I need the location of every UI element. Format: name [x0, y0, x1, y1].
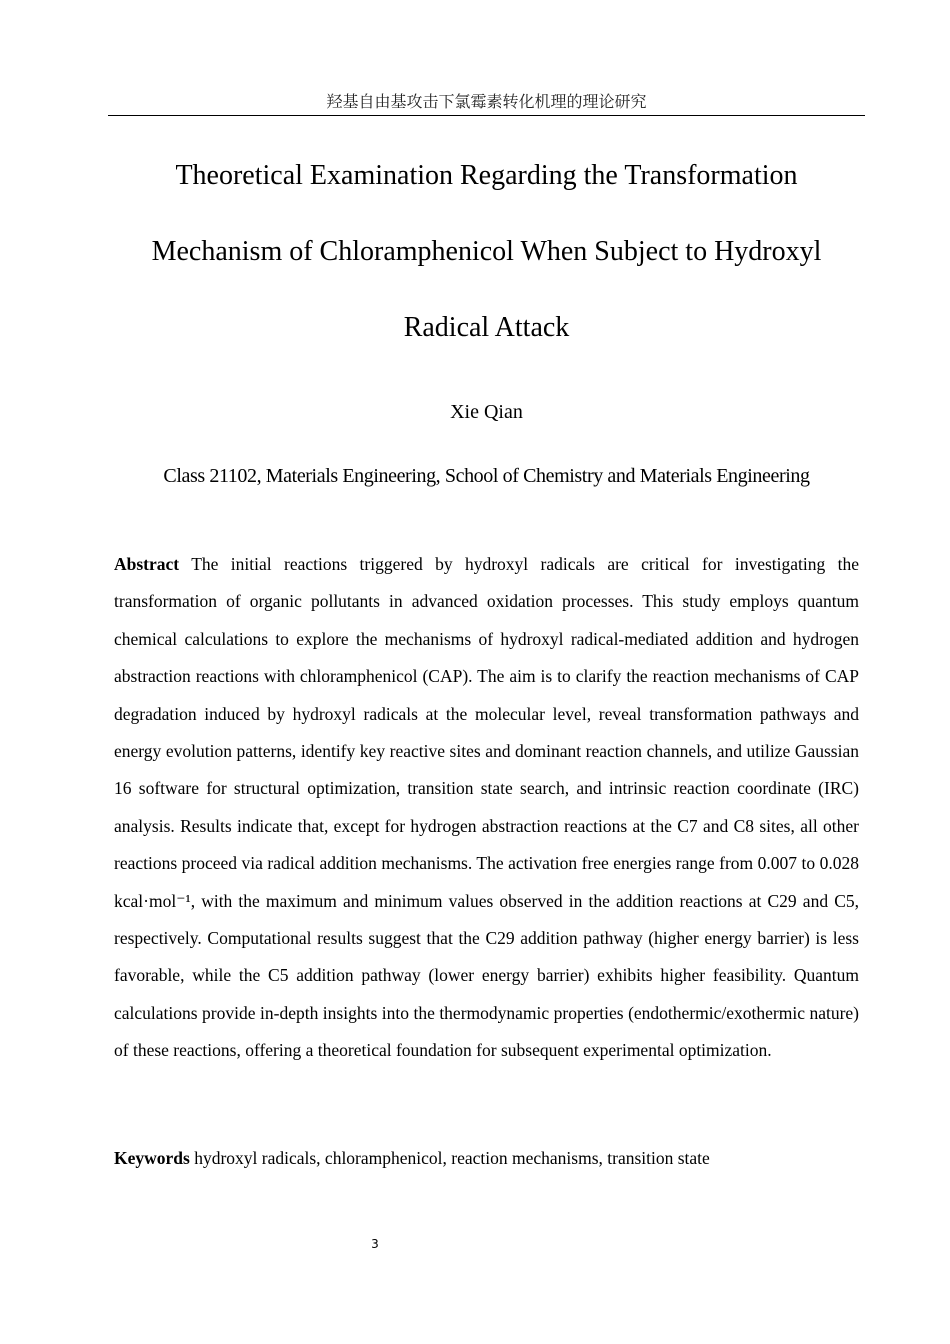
abstract-text-part-2: , with the maximum and minimum values observed in the addition reactions at C29 and C5, respectively. Computational results suggest that the C29 addition pathway (higher energy barrier) is less favorable, while the C5 addition pathway (lower energy barrier) exhibits higher feasibility. Quantum calculations provide in-depth insights into the thermodynamic properties (endothermic/exothermic nature) of these reactions, offering a theoretical foundation for subsequent experimental optimization. — [114, 890, 859, 1061]
abstract-label: Abstract — [114, 554, 180, 574]
keywords-label: Keywords — [114, 1148, 190, 1168]
running-header: 羟基自由基攻击下氯霉素转化机理的理论研究 — [108, 91, 865, 116]
title-line-3: Radical Attack — [403, 312, 570, 343]
abstract-paragraph — [114, 546, 859, 1070]
page-number: 3 — [371, 1237, 379, 1251]
title-line-1: Theoretical Examination Regarding the Transformation — [175, 160, 798, 191]
abstract-text-part-1: The initial reactions triggered by hydroxyl radicals are critical for investigating the transformation of organic pollutants in advanced oxidation processes. This study employs quantum chemical calculations to explore the mechanisms of hydroxyl radical-mediated addition and hydrogen abstraction reactions with chloramphenicol (CAP). The aim is to clarify the reaction mechanisms of CAP degradation induced by hydroxyl radicals at the molecular level, reveal transformation pathways and energy evolution patterns, identify key reactive sites and dominant reaction channels, and utilize Gaussian 16 software for structural optimization, transition state search, and intrinsic reaction coordinate (IRC) analysis. Results indicate that, except for hydrogen abstraction reactions at the C7 and C8 sites, all other reactions proceed via radical addition mechanisms. The activation free energies range from 0.007 to 0.028 kcal·mol — [114, 554, 859, 911]
paper-title — [100, 138, 873, 366]
unit-superscript: ⁻¹ — [176, 890, 191, 911]
author-affiliation: Class 21102, Materials Engineering, School of Chemistry and Materials Engineering — [163, 465, 810, 487]
keywords-paragraph — [114, 1141, 859, 1175]
title-line-2: Mechanism of Chloramphenicol When Subject to Hydroxyl — [151, 236, 822, 267]
keywords-text: hydroxyl radicals, chloramphenicol, reaction mechanisms, transition state — [194, 1148, 710, 1168]
author-name: Xie Qian — [450, 401, 523, 423]
